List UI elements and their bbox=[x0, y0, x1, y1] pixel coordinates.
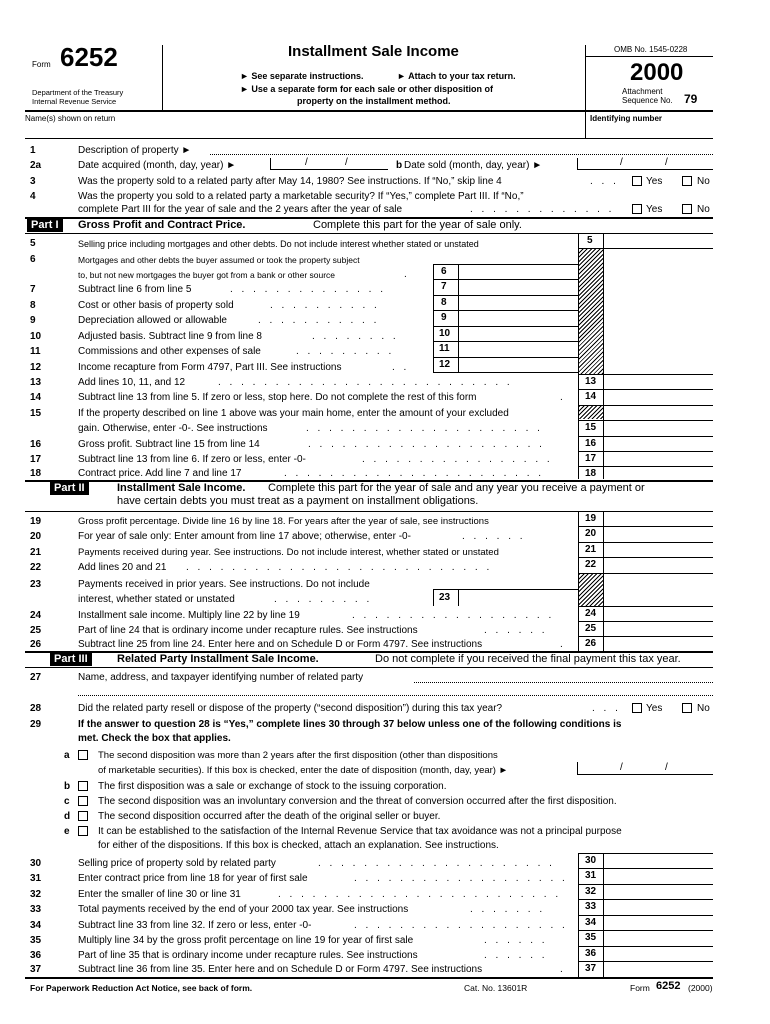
box-35: 35 bbox=[585, 932, 597, 943]
line-number: 27 bbox=[30, 672, 42, 683]
line-20-text: For year of sale only: Enter amount from line 17 above; otherwise, enter -0- bbox=[78, 531, 411, 542]
line-1-text: Description of property ► bbox=[78, 145, 192, 156]
line-number: 4 bbox=[30, 191, 36, 202]
line-12-amount[interactable] bbox=[459, 358, 577, 371]
form-number: 6252 bbox=[60, 42, 118, 72]
box-37: 37 bbox=[585, 963, 597, 974]
paperwork-notice: For Paperwork Reduction Act Notice, see back of form. bbox=[30, 983, 253, 993]
line-letter: d bbox=[64, 811, 71, 822]
line-21-amount[interactable] bbox=[604, 543, 713, 556]
part-3-subtitle: Do not complete if you received the final payment this tax year. bbox=[375, 653, 681, 665]
line-8-text: Cost or other basis of property sold bbox=[78, 300, 234, 311]
box-31: 31 bbox=[585, 870, 597, 881]
part-2-subtitle: Complete this part for the year of sale and any year you receive a payment or bbox=[268, 482, 645, 494]
box-24: 24 bbox=[585, 608, 597, 619]
no-label: No bbox=[697, 703, 710, 714]
line-25-amount[interactable] bbox=[604, 622, 713, 635]
box-18: 18 bbox=[585, 468, 597, 479]
line-27-text: Name, address, and taxpayer identifying number of related party bbox=[78, 672, 364, 683]
line-29c-checkbox[interactable] bbox=[78, 796, 88, 806]
date-slash: / bbox=[665, 157, 668, 168]
footer-form-label: Form bbox=[630, 983, 650, 993]
line-22-text: Add lines 20 and 21 bbox=[78, 562, 167, 573]
part-1-subtitle: Complete this part for the year of sale only. bbox=[313, 219, 522, 231]
line-23-text: Payments received in prior years. See instructions. Do not include bbox=[78, 579, 370, 590]
line-3-no-checkbox[interactable] bbox=[682, 176, 692, 186]
line-29a-text: The second disposition was more than 2 years after the first disposition (other than dispositions bbox=[98, 750, 498, 761]
line-32-amount[interactable] bbox=[604, 885, 713, 898]
line-21-text: Payments received during year. See instructions. Do not include interest, whether stated or unstated bbox=[78, 547, 499, 558]
line-29b-text: The first disposition was a sale or exchange of stock to the issuing corporation. bbox=[98, 781, 447, 792]
line-letter: c bbox=[64, 796, 70, 807]
line-8-amount[interactable] bbox=[459, 296, 577, 309]
line-number: 23 bbox=[30, 579, 42, 590]
part-2-label: Part II bbox=[50, 482, 89, 495]
date-slash: / bbox=[620, 157, 623, 168]
box-17: 17 bbox=[585, 453, 597, 464]
line-3-yes-checkbox[interactable] bbox=[632, 176, 642, 186]
dept-line2: Internal Revenue Service bbox=[32, 97, 117, 106]
date-slash: / bbox=[305, 157, 308, 168]
related-party-field[interactable] bbox=[414, 682, 713, 683]
line-29c-text: The second disposition was an involuntary conversion and the threat of conversion occurred after the first disposition. bbox=[98, 796, 617, 807]
line-18-amount[interactable] bbox=[604, 467, 713, 479]
line-number: 29 bbox=[30, 719, 42, 730]
line-24-amount[interactable] bbox=[604, 607, 713, 620]
line-28-yes-checkbox[interactable] bbox=[632, 703, 642, 713]
box-6: 6 bbox=[441, 266, 447, 277]
identifying-number-label: Identifying number bbox=[590, 114, 662, 123]
yes-label: Yes bbox=[646, 703, 663, 714]
line-36-amount[interactable] bbox=[604, 947, 713, 960]
line-number: 31 bbox=[30, 873, 42, 884]
line-29d-text: The second disposition occurred after the death of the original seller or buyer. bbox=[98, 811, 441, 822]
line-number: 15 bbox=[30, 408, 42, 419]
line-15-text: If the property described on line 1 above was your main home, enter the amount of your excluded bbox=[78, 408, 509, 419]
line-19-amount[interactable] bbox=[604, 512, 713, 525]
box-9: 9 bbox=[441, 312, 447, 323]
line-number: 16 bbox=[30, 439, 42, 450]
line-6-text: Mortgages and other debts the buyer assumed or took the property subject bbox=[78, 255, 360, 265]
line-number: 1 bbox=[30, 145, 36, 156]
footer-year: (2000) bbox=[688, 983, 713, 993]
line-number: 9 bbox=[30, 315, 36, 326]
form-label: Form bbox=[32, 60, 51, 69]
box-20: 20 bbox=[585, 528, 597, 539]
line-16-amount[interactable] bbox=[604, 437, 713, 450]
line-9-text: Depreciation allowed or allowable bbox=[78, 315, 227, 326]
instruction-1b: ► Attach to your tax return. bbox=[397, 71, 516, 81]
line-28-text: Did the related party resell or dispose of the property (“second disposition”) during this tax year? bbox=[78, 703, 503, 714]
attachment-label: Attachment bbox=[622, 87, 663, 96]
line-number: 13 bbox=[30, 377, 42, 388]
line-5-text: Selling price including mortgages and other debts. Do not include interest whether stated or unstated bbox=[78, 239, 479, 249]
line-35-amount[interactable] bbox=[604, 931, 713, 945]
line-number: 30 bbox=[30, 858, 42, 869]
box-11: 11 bbox=[439, 343, 450, 354]
line-11-amount[interactable] bbox=[459, 342, 577, 356]
second-disposition-date-field[interactable] bbox=[577, 762, 713, 775]
box-26: 26 bbox=[585, 638, 597, 649]
tax-year: 2000 bbox=[630, 59, 684, 86]
box-14: 14 bbox=[585, 391, 597, 402]
line-3-text: Was the property sold to a related party after May 14, 1980? See instructions. If “No,” skip line 4 bbox=[78, 176, 502, 187]
date-slash: / bbox=[665, 762, 668, 773]
line-4-text: Was the property you sold to a related party a marketable security? If “Yes,” complete Part III. If “No,” bbox=[78, 191, 524, 202]
line-number: 21 bbox=[30, 547, 42, 558]
catalog-number: Cat. No. 13601R bbox=[464, 983, 528, 993]
line-31-text: Enter contract price from line 18 for year of first sale bbox=[78, 873, 308, 884]
line-10-amount[interactable] bbox=[459, 327, 577, 340]
line-number: 3 bbox=[30, 176, 36, 187]
line-35-text: Multiply line 34 by the gross profit percentage on line 19 for year of first sale bbox=[78, 935, 414, 946]
line-13-text: Add lines 10, 11, and 12 bbox=[78, 377, 186, 388]
line-number: 20 bbox=[30, 531, 42, 542]
line-number: 22 bbox=[30, 562, 42, 573]
line-number: 10 bbox=[30, 331, 42, 342]
line-29e-text: It can be established to the satisfaction of the Internal Revenue Service that tax avoidance was not a principal purpose bbox=[98, 826, 622, 837]
line-number: 34 bbox=[30, 920, 42, 931]
line-29e-checkbox[interactable] bbox=[78, 826, 88, 836]
part-3-label: Part III bbox=[50, 653, 92, 666]
box-16: 16 bbox=[585, 438, 597, 449]
line-number: 8 bbox=[30, 300, 36, 311]
line-26-amount[interactable] bbox=[604, 637, 713, 650]
line-number: 35 bbox=[30, 935, 42, 946]
line-number: 17 bbox=[30, 454, 42, 465]
line-25-text: Part of line 24 that is ordinary income under recapture rules. See instructions bbox=[78, 625, 418, 636]
line-number: b bbox=[396, 160, 403, 171]
line-letter: b bbox=[64, 781, 71, 792]
line-number: 28 bbox=[30, 703, 42, 714]
line-number: 2a bbox=[30, 160, 42, 171]
instruction-2: ► Use a separate form for each sale or other disposition of bbox=[240, 84, 493, 94]
box-12: 12 bbox=[439, 359, 451, 370]
line-number: 11 bbox=[30, 346, 41, 357]
line-15-amount[interactable] bbox=[604, 421, 713, 435]
line-34-text: Subtract line 33 from line 32. If zero or less, enter -0- bbox=[78, 920, 312, 931]
line-number: 19 bbox=[30, 516, 42, 527]
line-23-text-cont: interest, whether stated or unstated bbox=[78, 594, 235, 605]
line-17-text: Subtract line 13 from line 6. If zero or less, enter -0- bbox=[78, 454, 306, 465]
line-9-amount[interactable] bbox=[459, 311, 577, 325]
box-34: 34 bbox=[585, 917, 597, 928]
part-1-title: Gross Profit and Contract Price. bbox=[78, 219, 246, 231]
line-7-text: Subtract line 6 from line 5 bbox=[78, 284, 192, 295]
name-field[interactable] bbox=[30, 124, 580, 136]
line-10-text: Adjusted basis. Subtract line 9 from line 8 bbox=[78, 331, 262, 342]
yes-label: Yes bbox=[646, 204, 663, 215]
instruction-1: ► See separate instructions. bbox=[240, 71, 364, 81]
line-28-no-checkbox[interactable] bbox=[682, 703, 692, 713]
line-number: 33 bbox=[30, 904, 42, 915]
date-slash: / bbox=[345, 157, 348, 168]
line-4-no-checkbox[interactable] bbox=[682, 204, 692, 214]
sequence-label: Sequence No. bbox=[622, 96, 673, 105]
line-14-amount[interactable] bbox=[604, 390, 713, 404]
box-13: 13 bbox=[585, 376, 597, 387]
line-16-text: Gross profit. Subtract line 15 from line 14 bbox=[78, 439, 260, 450]
line-33-amount[interactable] bbox=[604, 900, 713, 914]
line-13-amount[interactable] bbox=[604, 375, 713, 388]
line-number: 25 bbox=[30, 625, 42, 636]
no-label: No bbox=[697, 204, 710, 215]
line-number: 18 bbox=[30, 468, 42, 479]
line-33-text: Total payments received by the end of your 2000 tax year. See instructions bbox=[78, 904, 409, 915]
line-number: 37 bbox=[30, 964, 42, 975]
line-29b-checkbox[interactable] bbox=[78, 781, 88, 791]
box-8: 8 bbox=[441, 297, 447, 308]
line-number: 14 bbox=[30, 392, 42, 403]
box-25: 25 bbox=[585, 623, 597, 634]
line-number: 32 bbox=[30, 889, 42, 900]
box-5: 5 bbox=[587, 235, 593, 246]
box-15: 15 bbox=[585, 422, 597, 433]
names-label: Name(s) shown on return bbox=[25, 114, 116, 123]
line-31-amount[interactable] bbox=[604, 869, 713, 883]
line-30-amount[interactable] bbox=[604, 854, 713, 867]
line-letter: e bbox=[64, 826, 70, 837]
box-33: 33 bbox=[585, 901, 597, 912]
line-6-text-cont: to, but not new mortgages the buyer got from a bank or other source bbox=[78, 270, 336, 280]
box-30: 30 bbox=[585, 855, 597, 866]
form-title: Installment Sale Income bbox=[288, 43, 459, 60]
line-29a-checkbox[interactable] bbox=[78, 750, 88, 760]
line-29-text-cont: met. Check the box that applies. bbox=[78, 733, 231, 744]
sequence-number: 79 bbox=[684, 92, 698, 106]
line-14-text: Subtract line 13 from line 5. If zero or less, stop here. Do not complete the rest of this form bbox=[78, 392, 477, 403]
footer-form-number: 6252 bbox=[656, 980, 681, 992]
line-6-amount[interactable] bbox=[459, 265, 577, 278]
line-29d-checkbox[interactable] bbox=[78, 811, 88, 821]
box-32: 32 bbox=[585, 886, 597, 897]
yes-label: Yes bbox=[646, 176, 663, 187]
box-21: 21 bbox=[585, 544, 597, 555]
line-17-amount[interactable] bbox=[604, 452, 713, 465]
line-29a-text-cont: of marketable securities). If this box is checked, enter the date of disposition (month, day, year) ► bbox=[98, 765, 509, 776]
line-number: 5 bbox=[30, 238, 36, 249]
line-37-text: Subtract line 36 from line 35. Enter here and on Schedule D or Form 4797. See instructions bbox=[78, 964, 483, 975]
line-24-text: Installment sale income. Multiply line 22 by line 19 bbox=[78, 610, 300, 621]
part-2-title: Installment Sale Income. bbox=[117, 482, 246, 494]
line-number: 36 bbox=[30, 950, 42, 961]
identifying-number-field[interactable] bbox=[590, 124, 708, 136]
line-20-amount[interactable] bbox=[604, 527, 713, 541]
line-19-text: Gross profit percentage. Divide line 16 by line 18. For years after the year of sale, see instructions bbox=[78, 516, 489, 527]
line-22-amount[interactable] bbox=[604, 558, 713, 572]
property-description-field[interactable] bbox=[210, 154, 713, 155]
line-number: 7 bbox=[30, 284, 36, 295]
line-29e-text-cont: for either of the dispositions. If this box is checked, attach an explanation. See instructions. bbox=[98, 840, 499, 851]
line-2b-text: Date sold (month, day, year) ► bbox=[404, 160, 543, 171]
box-23: 23 bbox=[439, 592, 451, 603]
part-3-title: Related Party Installment Sale Income. bbox=[117, 653, 319, 665]
omb-number: OMB No. 1545-0228 bbox=[614, 45, 688, 54]
part-2-subtitle-cont: have certain debts you must treat as a payment on installment obligations. bbox=[117, 495, 479, 507]
box-22: 22 bbox=[585, 559, 597, 570]
line-32-text: Enter the smaller of line 30 or line 31 bbox=[78, 889, 241, 900]
line-23-amount[interactable] bbox=[459, 590, 577, 605]
date-slash: / bbox=[620, 762, 623, 773]
box-36: 36 bbox=[585, 948, 597, 959]
box-10: 10 bbox=[439, 328, 451, 339]
line-30-text: Selling price of property sold by related party bbox=[78, 858, 276, 869]
line-5-amount[interactable] bbox=[604, 234, 713, 247]
no-label: No bbox=[697, 176, 710, 187]
line-15-text-cont: gain. Otherwise, enter -0-. See instructions bbox=[78, 423, 268, 434]
line-letter: a bbox=[64, 750, 70, 761]
line-2a-text: Date acquired (month, day, year) ► bbox=[78, 160, 237, 171]
line-number: 6 bbox=[30, 254, 36, 265]
part-1-label: Part I bbox=[27, 219, 63, 232]
line-number: 26 bbox=[30, 639, 42, 650]
line-7-amount[interactable] bbox=[459, 280, 577, 294]
line-18-text: Contract price. Add line 7 and line 17 bbox=[78, 468, 242, 479]
line-11-text: Commissions and other expenses of sale bbox=[78, 346, 261, 357]
related-party-field-cont[interactable] bbox=[78, 695, 713, 696]
line-4-yes-checkbox[interactable] bbox=[632, 204, 642, 214]
instruction-3: property on the installment method. bbox=[297, 96, 451, 106]
line-26-text: Subtract line 25 from line 24. Enter here and on Schedule D or Form 4797. See instructions bbox=[78, 639, 483, 650]
dept-line1: Department of the Treasury bbox=[32, 88, 124, 97]
line-29-text: If the answer to question 28 is “Yes,” complete lines 30 through 37 below unless one of the following conditions is bbox=[78, 719, 622, 730]
line-36-text: Part of line 35 that is ordinary income under recapture rules. See instructions bbox=[78, 950, 418, 961]
line-37-amount[interactable] bbox=[604, 962, 713, 976]
date-acquired-field[interactable] bbox=[270, 158, 388, 170]
line-12-text: Income recapture from Form 4797, Part III. See instructions bbox=[78, 362, 342, 373]
line-number: 12 bbox=[30, 362, 42, 373]
box-19: 19 bbox=[585, 513, 597, 524]
date-sold-field[interactable] bbox=[577, 158, 713, 170]
line-34-amount[interactable] bbox=[604, 916, 713, 929]
box-7: 7 bbox=[441, 281, 447, 292]
line-4-text-cont: complete Part III for the year of sale and the 2 years after the year of sale bbox=[78, 204, 403, 215]
line-number: 24 bbox=[30, 610, 42, 621]
